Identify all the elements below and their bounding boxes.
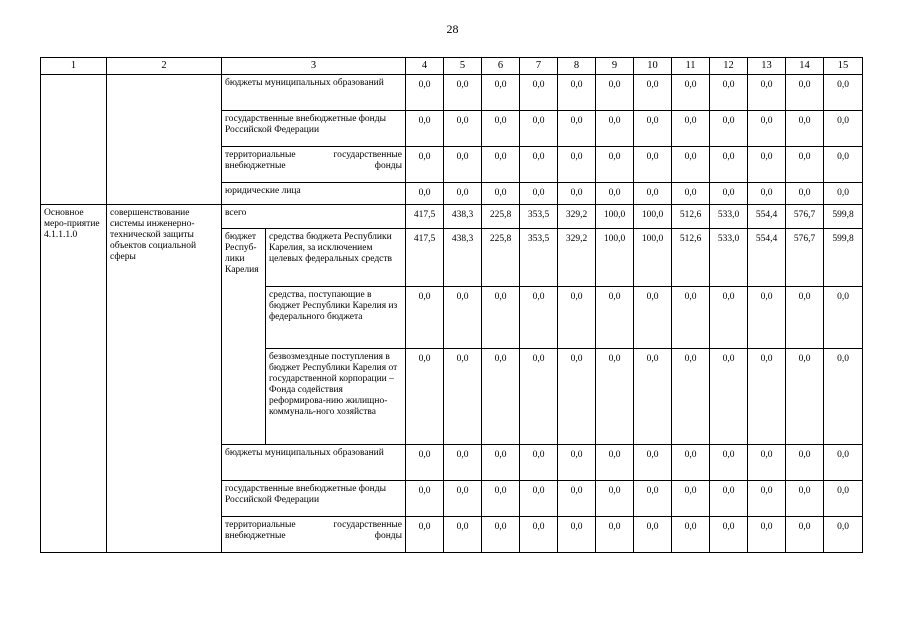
budget-source-label: безвозмездные поступления в бюджет Республики Карелия от государственной корпорации – Фонда содействия реформирова-нию жилищно-коммуналь-ного хозяйства xyxy=(266,349,406,445)
value-cell: 0,0 xyxy=(596,183,634,205)
column-header: 8 xyxy=(558,58,596,75)
value-cell: 0,0 xyxy=(672,75,710,111)
value-cell: 0,0 xyxy=(520,349,558,445)
value-cell: 0,0 xyxy=(748,111,786,147)
value-cell: 0,0 xyxy=(672,481,710,517)
value-cell: 0,0 xyxy=(710,517,748,553)
value-cell: 0,0 xyxy=(786,111,824,147)
value-cell: 438,3 xyxy=(444,205,482,229)
total-row xyxy=(41,205,863,229)
value-cell: 0,0 xyxy=(634,75,672,111)
value-cell: 0,0 xyxy=(596,481,634,517)
value-cell: 0,0 xyxy=(444,183,482,205)
value-cell: 0,0 xyxy=(482,183,520,205)
source-label: территориальные государственные внебюджетные фонды xyxy=(222,517,406,553)
value-cell: 0,0 xyxy=(520,111,558,147)
value-cell: 0,0 xyxy=(406,287,444,349)
value-cell: 0,0 xyxy=(444,481,482,517)
value-cell: 0,0 xyxy=(672,517,710,553)
value-cell: 0,0 xyxy=(824,75,863,111)
value-cell: 0,0 xyxy=(824,287,863,349)
value-cell: 0,0 xyxy=(558,349,596,445)
value-cell: 0,0 xyxy=(824,481,863,517)
value-cell: 0,0 xyxy=(634,349,672,445)
value-cell: 576,7 xyxy=(786,229,824,287)
column-header: 13 xyxy=(748,58,786,75)
value-cell: 0,0 xyxy=(748,445,786,481)
value-cell: 0,0 xyxy=(786,349,824,445)
value-cell: 0,0 xyxy=(406,183,444,205)
total-label: всего xyxy=(222,205,406,229)
value-cell: 0,0 xyxy=(710,481,748,517)
value-cell: 0,0 xyxy=(558,481,596,517)
value-cell: 0,0 xyxy=(444,349,482,445)
value-cell: 0,0 xyxy=(520,183,558,205)
value-cell: 0,0 xyxy=(444,287,482,349)
value-cell: 0,0 xyxy=(406,517,444,553)
empty-cell xyxy=(41,75,107,205)
source-label: государственные внебюджетные фонды Российской Федерации xyxy=(222,481,406,517)
value-cell: 0,0 xyxy=(672,147,710,183)
value-cell: 0,0 xyxy=(444,445,482,481)
value-cell: 0,0 xyxy=(482,287,520,349)
column-header: 3 xyxy=(222,58,406,75)
column-header: 14 xyxy=(786,58,824,75)
source-label: территориальные государственные внебюджетные фонды xyxy=(222,147,406,183)
value-cell: 0,0 xyxy=(558,287,596,349)
budget-group-label: бюджет Респуб-лики Карелия xyxy=(222,229,266,445)
value-cell: 417,5 xyxy=(406,229,444,287)
value-cell: 576,7 xyxy=(786,205,824,229)
column-header: 12 xyxy=(710,58,748,75)
value-cell: 0,0 xyxy=(520,445,558,481)
column-header: 15 xyxy=(824,58,863,75)
value-cell: 0,0 xyxy=(710,349,748,445)
value-cell: 554,4 xyxy=(748,205,786,229)
value-cell: 0,0 xyxy=(520,517,558,553)
value-cell: 329,2 xyxy=(558,229,596,287)
source-label: бюджеты муниципальных образований xyxy=(222,75,406,111)
page-number: 28 xyxy=(446,22,459,36)
value-cell: 0,0 xyxy=(748,349,786,445)
value-cell: 0,0 xyxy=(786,147,824,183)
value-cell: 0,0 xyxy=(824,349,863,445)
value-cell: 0,0 xyxy=(444,111,482,147)
value-cell: 0,0 xyxy=(596,517,634,553)
value-cell: 0,0 xyxy=(558,111,596,147)
value-cell: 0,0 xyxy=(672,111,710,147)
value-cell: 0,0 xyxy=(482,481,520,517)
value-cell: 0,0 xyxy=(558,183,596,205)
value-cell: 100,0 xyxy=(634,205,672,229)
value-cell: 0,0 xyxy=(406,111,444,147)
value-cell: 0,0 xyxy=(520,481,558,517)
value-cell: 0,0 xyxy=(710,147,748,183)
value-cell: 599,8 xyxy=(824,205,863,229)
value-cell: 0,0 xyxy=(748,75,786,111)
value-cell: 0,0 xyxy=(748,481,786,517)
budget-source-label: средства, поступающие в бюджет Республики Карелия из федерального бюджета xyxy=(266,287,406,349)
value-cell: 0,0 xyxy=(558,147,596,183)
value-cell: 0,0 xyxy=(406,75,444,111)
value-cell: 0,0 xyxy=(520,287,558,349)
value-cell: 533,0 xyxy=(710,229,748,287)
value-cell: 0,0 xyxy=(672,445,710,481)
value-cell: 0,0 xyxy=(558,517,596,553)
column-header: 6 xyxy=(482,58,520,75)
value-cell: 0,0 xyxy=(482,445,520,481)
value-cell: 0,0 xyxy=(596,287,634,349)
value-cell: 512,6 xyxy=(672,229,710,287)
value-cell: 0,0 xyxy=(710,75,748,111)
value-cell: 0,0 xyxy=(558,75,596,111)
value-cell: 0,0 xyxy=(596,147,634,183)
value-cell: 0,0 xyxy=(672,349,710,445)
value-cell: 0,0 xyxy=(786,183,824,205)
value-cell: 0,0 xyxy=(558,445,596,481)
value-cell: 100,0 xyxy=(596,229,634,287)
measure-description: совершенствование системы инженерно-технической защиты объектов социальной сферы xyxy=(107,205,222,553)
value-cell: 0,0 xyxy=(748,147,786,183)
value-cell: 554,4 xyxy=(748,229,786,287)
column-header: 11 xyxy=(672,58,710,75)
value-cell: 0,0 xyxy=(596,111,634,147)
column-header: 1 xyxy=(41,58,107,75)
value-cell: 512,6 xyxy=(672,205,710,229)
value-cell: 0,0 xyxy=(406,445,444,481)
value-cell: 0,0 xyxy=(824,445,863,481)
header-row xyxy=(41,58,863,75)
value-cell: 353,5 xyxy=(520,229,558,287)
column-header: 10 xyxy=(634,58,672,75)
value-cell: 0,0 xyxy=(710,445,748,481)
value-cell: 225,8 xyxy=(482,205,520,229)
budget-source-label: средства бюджета Республики Карелия, за исключением целевых федеральных средств xyxy=(266,229,406,287)
table-row xyxy=(41,75,863,111)
value-cell: 0,0 xyxy=(596,349,634,445)
value-cell: 0,0 xyxy=(634,183,672,205)
value-cell: 0,0 xyxy=(596,75,634,111)
value-cell: 0,0 xyxy=(786,287,824,349)
value-cell: 0,0 xyxy=(672,183,710,205)
value-cell: 0,0 xyxy=(824,183,863,205)
value-cell: 0,0 xyxy=(520,147,558,183)
value-cell: 0,0 xyxy=(786,481,824,517)
value-cell: 417,5 xyxy=(406,205,444,229)
value-cell: 0,0 xyxy=(444,517,482,553)
value-cell: 0,0 xyxy=(634,481,672,517)
column-header: 4 xyxy=(406,58,444,75)
value-cell: 533,0 xyxy=(710,205,748,229)
value-cell: 0,0 xyxy=(406,481,444,517)
value-cell: 0,0 xyxy=(748,287,786,349)
value-cell: 100,0 xyxy=(596,205,634,229)
column-header: 7 xyxy=(520,58,558,75)
source-label: государственные внебюджетные фонды Российской Федерации xyxy=(222,111,406,147)
value-cell: 0,0 xyxy=(482,349,520,445)
value-cell: 0,0 xyxy=(444,147,482,183)
value-cell: 0,0 xyxy=(710,111,748,147)
value-cell: 0,0 xyxy=(824,517,863,553)
value-cell: 599,8 xyxy=(824,229,863,287)
value-cell: 0,0 xyxy=(786,75,824,111)
value-cell: 353,5 xyxy=(520,205,558,229)
value-cell: 0,0 xyxy=(634,111,672,147)
value-cell: 0,0 xyxy=(824,147,863,183)
source-label: бюджеты муниципальных образований xyxy=(222,445,406,481)
column-header: 9 xyxy=(596,58,634,75)
value-cell: 438,3 xyxy=(444,229,482,287)
value-cell: 0,0 xyxy=(710,183,748,205)
value-cell: 225,8 xyxy=(482,229,520,287)
value-cell: 0,0 xyxy=(482,517,520,553)
value-cell: 0,0 xyxy=(748,183,786,205)
value-cell: 0,0 xyxy=(634,445,672,481)
value-cell: 0,0 xyxy=(748,517,786,553)
value-cell: 0,0 xyxy=(482,75,520,111)
value-cell: 0,0 xyxy=(710,287,748,349)
column-header: 5 xyxy=(444,58,482,75)
empty-cell xyxy=(107,75,222,205)
source-label: юридические лица xyxy=(222,183,406,205)
value-cell: 0,0 xyxy=(482,147,520,183)
value-cell: 0,0 xyxy=(634,287,672,349)
value-cell: 0,0 xyxy=(520,75,558,111)
value-cell: 0,0 xyxy=(596,445,634,481)
value-cell: 0,0 xyxy=(634,147,672,183)
value-cell: 0,0 xyxy=(634,517,672,553)
budget-table xyxy=(40,57,863,553)
value-cell: 0,0 xyxy=(406,147,444,183)
value-cell: 0,0 xyxy=(824,111,863,147)
measure-name: Основное меро-приятие 4.1.1.1.0 xyxy=(41,205,107,553)
value-cell: 329,2 xyxy=(558,205,596,229)
value-cell: 0,0 xyxy=(786,517,824,553)
value-cell: 0,0 xyxy=(786,445,824,481)
value-cell: 0,0 xyxy=(482,111,520,147)
value-cell: 0,0 xyxy=(444,75,482,111)
value-cell: 0,0 xyxy=(672,287,710,349)
value-cell: 0,0 xyxy=(406,349,444,445)
value-cell: 100,0 xyxy=(634,229,672,287)
column-header: 2 xyxy=(107,58,222,75)
